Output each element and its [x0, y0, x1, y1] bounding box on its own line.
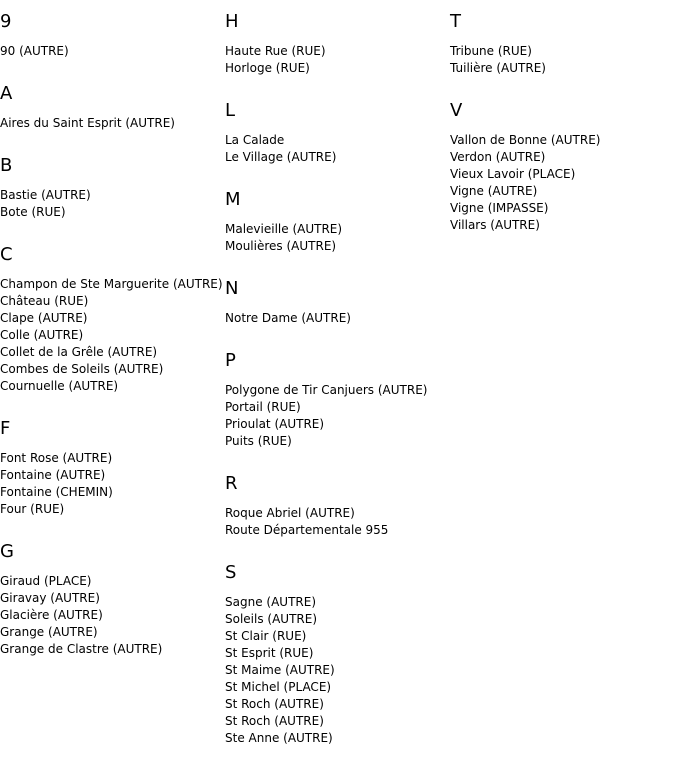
street-link[interactable]: Ste Anne (AUTRE)	[225, 731, 333, 745]
letter-group	[0, 242, 223, 395]
street-link[interactable]: La Calade	[225, 133, 285, 147]
street-link[interactable]: St Roch (AUTRE)	[225, 714, 324, 728]
street-link[interactable]: Château (RUE)	[0, 294, 89, 308]
street-link[interactable]: Combes de Soleils (AUTRE)	[0, 362, 164, 376]
street-link[interactable]: Soleils (AUTRE)	[225, 612, 318, 626]
letter-heading: F	[0, 418, 11, 439]
street-link[interactable]: Route Départementale 955	[225, 523, 389, 537]
street-link[interactable]: Vigne (IMPASSE)	[450, 201, 549, 215]
letter-group	[225, 276, 427, 327]
letter-group	[225, 187, 427, 255]
letter-group	[225, 98, 427, 166]
street-link[interactable]: Fontaine (AUTRE)	[0, 468, 106, 482]
street-link[interactable]: Grange de Clastre (AUTRE)	[0, 642, 163, 656]
letter-heading: G	[0, 541, 14, 562]
letter-group	[225, 560, 427, 747]
street-link[interactable]: Aires du Saint Esprit (AUTRE)	[0, 116, 175, 130]
letter-heading: B	[0, 155, 13, 176]
street-link[interactable]: Champon de Ste Marguerite (AUTRE)	[0, 277, 223, 291]
letter-heading: L	[225, 100, 236, 121]
street-link[interactable]: St Esprit (RUE)	[225, 646, 314, 660]
letter-heading: 9	[0, 11, 12, 32]
street-link[interactable]: Fontaine (CHEMIN)	[0, 485, 113, 499]
street-link[interactable]: Colle (AUTRE)	[0, 328, 84, 342]
street-link[interactable]: Bote (RUE)	[0, 205, 66, 219]
letter-heading: C	[0, 244, 13, 265]
street-link[interactable]: Giraud (PLACE)	[0, 574, 92, 588]
letter-group	[0, 153, 223, 221]
street-link[interactable]: Puits (RUE)	[225, 434, 292, 448]
street-link[interactable]: St Maime (AUTRE)	[225, 663, 335, 677]
street-link[interactable]: Moulières (AUTRE)	[225, 239, 337, 253]
street-link[interactable]: Notre Dame (AUTRE)	[225, 311, 351, 325]
street-link[interactable]: Giravay (AUTRE)	[0, 591, 100, 605]
letter-group	[450, 98, 600, 234]
index-column	[225, 9, 427, 768]
street-link[interactable]: Sagne (AUTRE)	[225, 595, 316, 609]
street-link[interactable]: Bastie (AUTRE)	[0, 188, 91, 202]
street-link[interactable]: Four (RUE)	[0, 502, 65, 516]
street-link[interactable]: Le Village (AUTRE)	[225, 150, 337, 164]
street-link[interactable]: Cournuelle (AUTRE)	[0, 379, 119, 393]
letter-group	[225, 9, 427, 77]
letter-heading: R	[225, 473, 238, 494]
letter-heading: S	[225, 562, 237, 583]
letter-group	[0, 81, 223, 132]
street-link[interactable]: Roque Abriel (AUTRE)	[225, 506, 355, 520]
letter-group	[0, 416, 223, 518]
street-link[interactable]: Verdon (AUTRE)	[450, 150, 546, 164]
letter-group	[225, 471, 427, 539]
street-link[interactable]: Polygone de Tir Canjuers (AUTRE)	[225, 383, 428, 397]
index-column	[0, 9, 223, 679]
street-link[interactable]: Tribune (RUE)	[450, 44, 532, 58]
street-link[interactable]: Tuilière (AUTRE)	[450, 61, 546, 75]
street-link[interactable]: St Roch (AUTRE)	[225, 697, 324, 711]
street-link[interactable]: St Clair (RUE)	[225, 629, 307, 643]
street-link[interactable]: Font Rose (AUTRE)	[0, 451, 113, 465]
letter-group	[450, 9, 600, 77]
letter-heading: H	[225, 11, 239, 32]
letter-heading: M	[225, 189, 241, 210]
street-link[interactable]: Vieux Lavoir (PLACE)	[450, 167, 576, 181]
street-link[interactable]: St Michel (PLACE)	[225, 680, 332, 694]
letter-group	[225, 348, 427, 450]
street-link[interactable]: Glacière (AUTRE)	[0, 608, 103, 622]
street-link[interactable]: Vallon de Bonne (AUTRE)	[450, 133, 601, 147]
index-column	[450, 9, 600, 255]
street-link[interactable]: Grange (AUTRE)	[0, 625, 98, 639]
street-link[interactable]: Villars (AUTRE)	[450, 218, 540, 232]
letter-heading: A	[0, 83, 13, 104]
letter-group	[0, 9, 223, 60]
street-link[interactable]: Vigne (AUTRE)	[450, 184, 538, 198]
street-link[interactable]: 90 (AUTRE)	[0, 44, 69, 58]
street-link[interactable]: Portail (RUE)	[225, 400, 301, 414]
letter-heading: N	[225, 278, 239, 299]
letter-heading: P	[225, 350, 236, 371]
street-link[interactable]: Clape (AUTRE)	[0, 311, 88, 325]
street-link[interactable]: Collet de la Grêle (AUTRE)	[0, 345, 158, 359]
street-link[interactable]: Haute Rue (RUE)	[225, 44, 326, 58]
letter-heading: V	[450, 100, 463, 121]
letter-heading: T	[450, 11, 461, 32]
street-link[interactable]: Prioulat (AUTRE)	[225, 417, 325, 431]
letter-group	[0, 539, 223, 658]
street-link[interactable]: Horloge (RUE)	[225, 61, 310, 75]
street-link[interactable]: Malevieille (AUTRE)	[225, 222, 343, 236]
